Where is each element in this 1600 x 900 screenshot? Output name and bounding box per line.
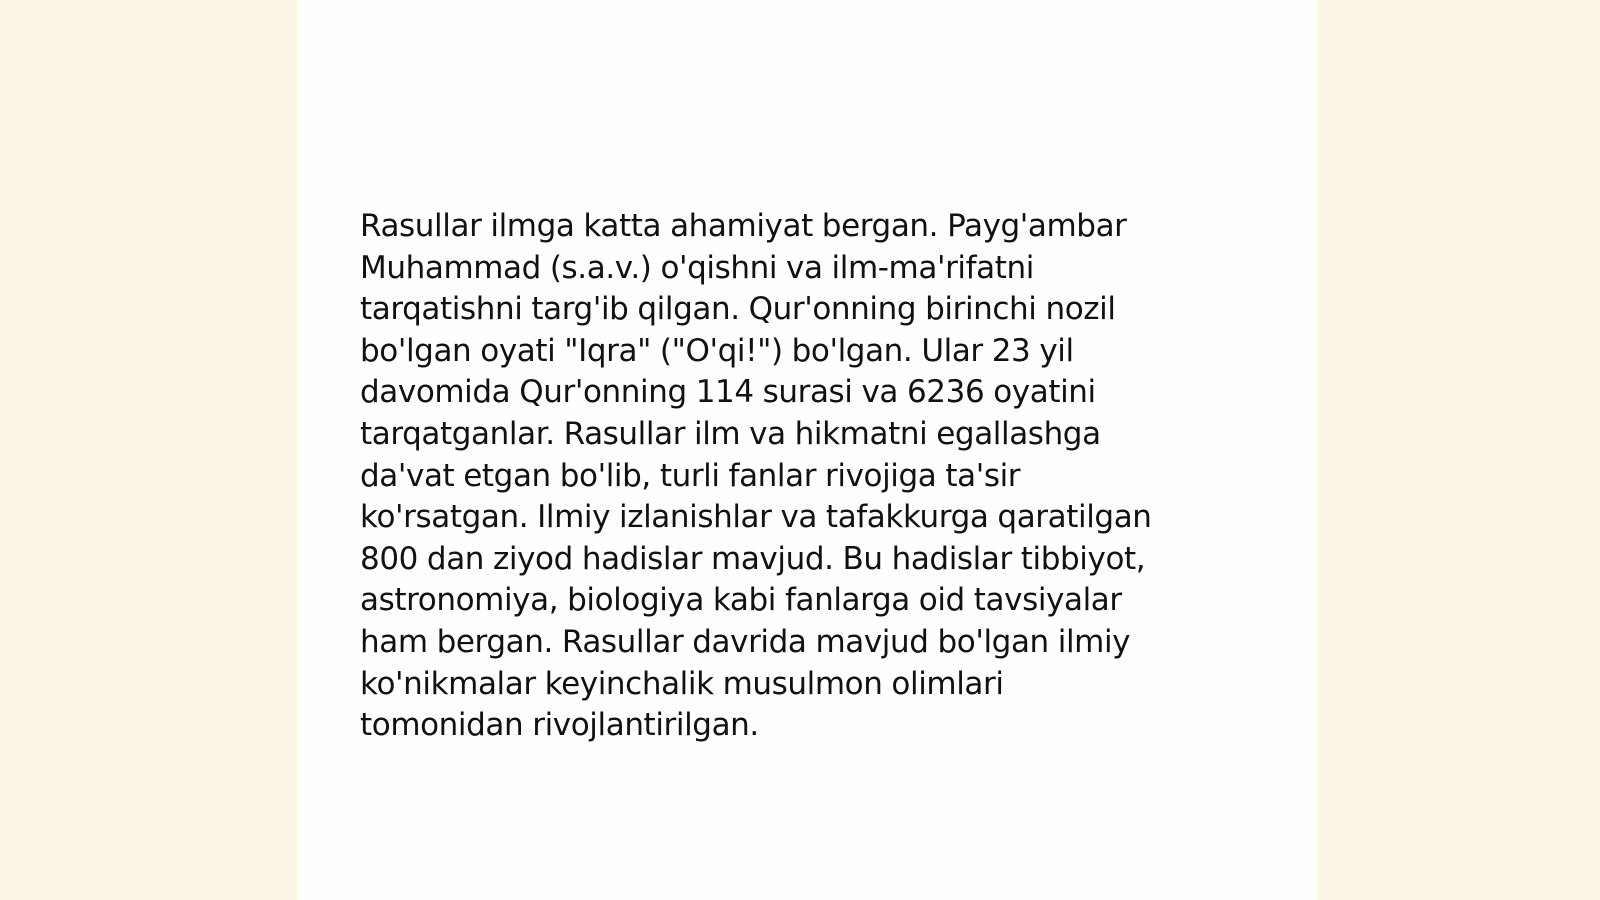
paragraph-line: bo'lgan oyati "Iqra" ("O'qi!") bo'lgan. Ular 23 yil bbox=[360, 332, 1074, 369]
paragraph-line: ham bergan. Rasullar davrida mavjud bo'lgan ilmiy bbox=[360, 623, 1131, 660]
right-margin-panel bbox=[1318, 0, 1600, 900]
paragraph-line: tarqatganlar. Rasullar ilm va hikmatni egallashga bbox=[360, 415, 1101, 452]
paragraph-line: Muhammad (s.a.v.) o'qishni va ilm-ma'rifatni bbox=[360, 249, 1034, 286]
paragraph-line: tomonidan rivojlantirilgan. bbox=[360, 707, 759, 744]
paragraph-line: ko'nikmalar keyinchalik musulmon olimlari bbox=[360, 665, 1004, 702]
paragraph-line: da'vat etgan bo'lib, turli fanlar rivojiga ta'sir bbox=[360, 457, 1021, 494]
left-margin-panel bbox=[0, 0, 297, 900]
paragraph-line: ko'rsatgan. Ilmiy izlanishlar va tafakkurga qaratilgan bbox=[360, 499, 1152, 536]
paragraph-line: Rasullar ilmga katta ahamiyat bergan. Payg'ambar bbox=[360, 208, 1127, 244]
paragraph-line: astronomiya, biologiya kabi fanlarga oid tavsiyalar bbox=[360, 582, 1122, 619]
body-paragraph bbox=[360, 206, 1220, 747]
paragraph-line: davomida Qur'onning 114 surasi va 6236 oyatini bbox=[360, 374, 1096, 411]
paragraph-line: tarqatishni targ'ib qilgan. Qur'onning birinchi nozil bbox=[360, 291, 1116, 328]
paragraph-line: 800 dan ziyod hadislar mavjud. Bu hadislar tibbiyot, bbox=[360, 540, 1146, 577]
